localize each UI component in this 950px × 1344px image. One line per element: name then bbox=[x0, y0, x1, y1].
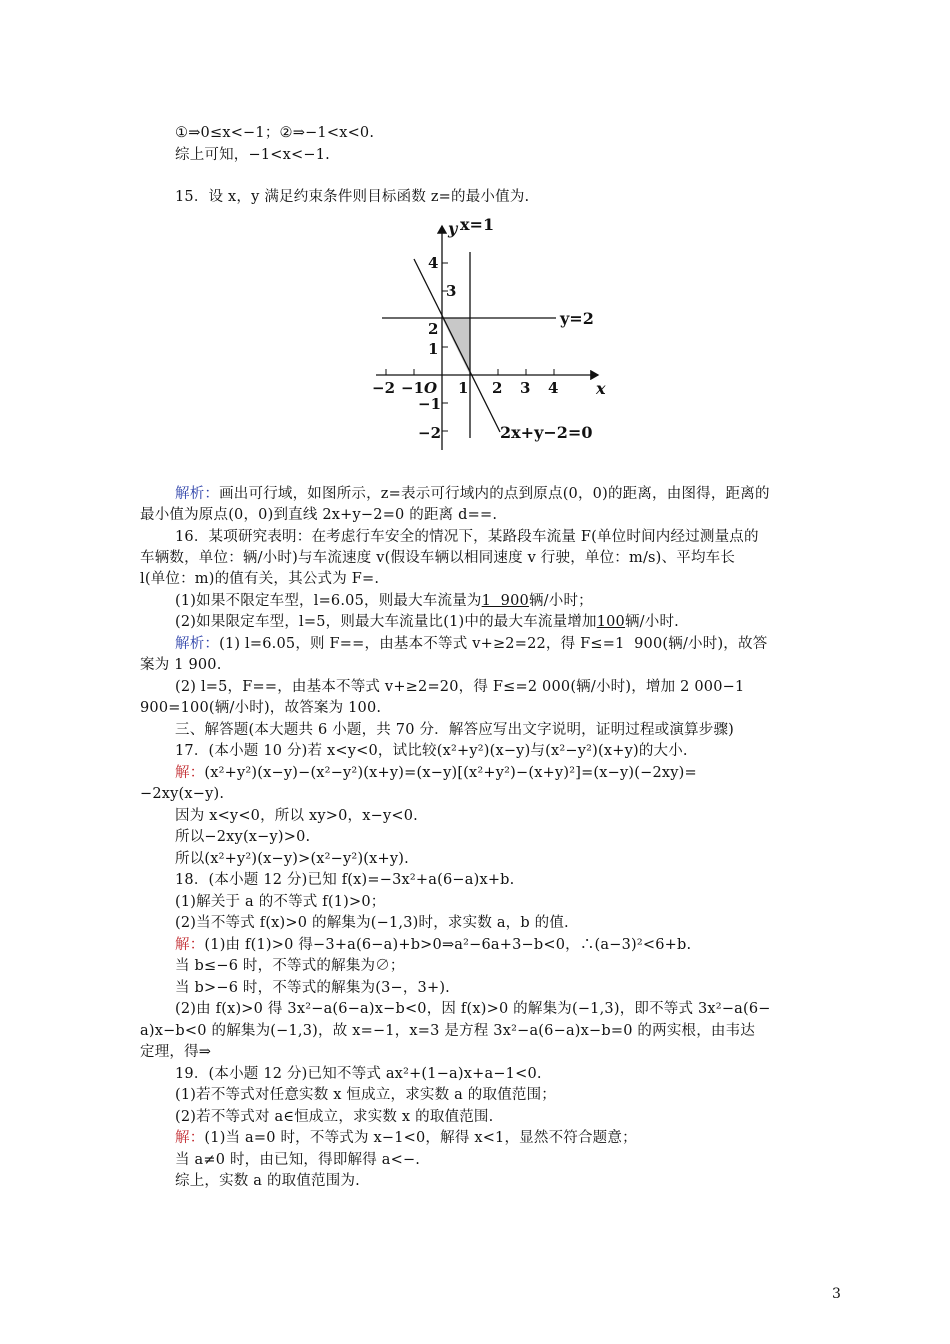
y-tick-label: 3 bbox=[446, 282, 457, 300]
line-label-main: 2x+y−2=0 bbox=[500, 423, 593, 442]
answer-blank: 100 bbox=[596, 614, 625, 630]
answer-blank: 1 900 bbox=[481, 593, 529, 609]
solution-line: 解：(x²+y²)(x−y)−(x²−y²)(x+y)=(x−y)[(x²+y²)−(x+y)²]=(x−y)(−2xy)= bbox=[175, 765, 697, 781]
solution-line: −2xy(x−y). bbox=[140, 786, 225, 802]
text-line: (2)如果限定车型，l=5，则最大车流量比(1)中的最大车流量增加100辆/小时. bbox=[175, 614, 679, 630]
origin-label: O bbox=[424, 379, 438, 397]
x-tick-label: −1 bbox=[401, 379, 425, 397]
question-16: 16．某项研究表明：在考虑行车安全的情况下，某路段车流量 F(单位时间内经过测量点的 bbox=[175, 529, 759, 545]
text-line: (2)当不等式 f(x)>0 的解集为(−1,3)时，求实数 a，b 的值. bbox=[175, 915, 569, 931]
text-line: ①⇒0≤x<−1；②⇒−1<x<0. bbox=[175, 125, 375, 141]
solution-line: 定理，得⇒ bbox=[140, 1044, 212, 1060]
solution-line: 综上，实数 a 的取值范围为. bbox=[175, 1173, 360, 1189]
text-line: l(单位：m)的值有关，其公式为 F=. bbox=[140, 571, 380, 587]
question-18: 18．(本小题 12 分)已知 f(x)=−3x²+a(6−a)x+b. bbox=[175, 872, 515, 888]
x-tick-label: −2 bbox=[372, 379, 396, 397]
text-line: 综上可知，−1<x<−1. bbox=[175, 147, 330, 163]
solution-line: 当 b>−6 时，不等式的解集为(3−，3+). bbox=[175, 980, 450, 996]
solution-line: 所以(x²+y²)(x−y)>(x²−y²)(x+y). bbox=[175, 851, 409, 867]
solution-line: 所以−2xy(x−y)>0. bbox=[175, 829, 311, 845]
y-tick-label: −1 bbox=[418, 395, 442, 413]
y-tick-label: 1 bbox=[428, 340, 439, 358]
x-axis-label: x bbox=[596, 379, 606, 398]
y-tick-label: 4 bbox=[428, 254, 439, 272]
solution-line: 解析：(1) l=6.05，则 F==，由基本不等式 v+≥2=22，得 F≤=1 900(辆/小时)，故答 bbox=[175, 636, 768, 652]
line-label-x1: x=1 bbox=[460, 215, 495, 234]
solution-line: 解：(1)由 f(1)>0 得−3+a(6−a)+b>0⇒a²−6a+3−b<0，∴(a−3)²<6+b. bbox=[175, 937, 692, 953]
question-17: 17．(本小题 10 分)若 x<y<0，试比较(x²+y²)(x−y)与(x²−y²)(x+y)的大小. bbox=[175, 743, 688, 759]
text-line: (2)若不等式对 a∈恒成立，求实数 x 的取值范围. bbox=[175, 1109, 494, 1125]
solution-line: 当 a≠0 时，由已知，得即解得 a<−. bbox=[175, 1152, 421, 1168]
solution-line: 当 b≤−6 时，不等式的解集为∅； bbox=[175, 958, 405, 974]
page-number: 3 bbox=[832, 1286, 841, 1302]
solution-line: 案为 1 900. bbox=[140, 657, 222, 673]
line-label-y2: y=2 bbox=[560, 309, 594, 328]
solution-label: 解： bbox=[175, 1130, 205, 1146]
solution-line: (2)由 f(x)>0 得 3x²−a(6−a)x−b<0，因 f(x)>0 的解集为(−1,3)，即不等式 3x²−a(6− bbox=[175, 1001, 771, 1017]
solution-label: 解： bbox=[175, 937, 205, 953]
solution-line: 解：(1)当 a=0 时，不等式为 x−1<0，解得 x<1，显然不符合题意； bbox=[175, 1130, 637, 1146]
feasible-region-figure bbox=[366, 212, 616, 458]
y-axis-label: y bbox=[448, 219, 458, 238]
text-line: 车辆数，单位：辆/小时)与车流速度 v(假设车辆以相同速度 v 行驶，单位：m/s)、平均车长 bbox=[140, 550, 736, 566]
text-line: (1)解关于 a 的不等式 f(1)>0； bbox=[175, 894, 386, 910]
x-tick-label: 3 bbox=[520, 379, 531, 397]
solution-line: 最小值为原点(0，0)到直线 2x+y−2=0 的距离 d==. bbox=[140, 507, 498, 523]
x-tick-label: 2 bbox=[492, 379, 503, 397]
y-tick-label: 2 bbox=[428, 320, 439, 338]
x-tick-label: 1 bbox=[458, 379, 469, 397]
solution-line: 900=100(辆/小时)，故答案为 100. bbox=[140, 700, 382, 716]
solution-line: (2) l=5，F==，由基本不等式 v+≥2=20，得 F≤=2 000(辆/小时)，增加 2 000−1 bbox=[175, 679, 745, 695]
x-tick-label: 4 bbox=[548, 379, 559, 397]
text-line: (1)如果不限定车型，l=6.05，则最大车流量为1 900辆/小时； bbox=[175, 593, 593, 609]
solution-line: 解析：画出可行域，如图所示，z=表示可行域内的点到原点(0，0)的距离，由图得，距离的 bbox=[175, 486, 770, 502]
text-line: (1)若不等式对任意实数 x 恒成立，求实数 a 的取值范围； bbox=[175, 1087, 556, 1103]
section-heading: 三、解答题(本大题共 6 小题，共 70 分．解答应写出文字说明，证明过程或演算步骤) bbox=[175, 722, 735, 738]
solution-label: 解： bbox=[175, 765, 205, 781]
solution-label: 解析： bbox=[175, 486, 220, 502]
solution-line: a)x−b<0 的解集为(−1,3)，故 x=−1，x=3 是方程 3x²−a(6−a)x−b=0 的两实根，由韦达 bbox=[140, 1023, 756, 1039]
solution-label: 解析： bbox=[175, 636, 220, 652]
question-19: 19．(本小题 12 分)已知不等式 ax²+(1−a)x+a−1<0. bbox=[175, 1066, 542, 1082]
question-15: 15．设 x，y 满足约束条件则目标函数 z=的最小值为. bbox=[175, 189, 530, 205]
y-tick-label: −2 bbox=[418, 424, 442, 442]
solution-line: 因为 x<y<0，所以 xy>0，x−y<0. bbox=[175, 808, 418, 824]
